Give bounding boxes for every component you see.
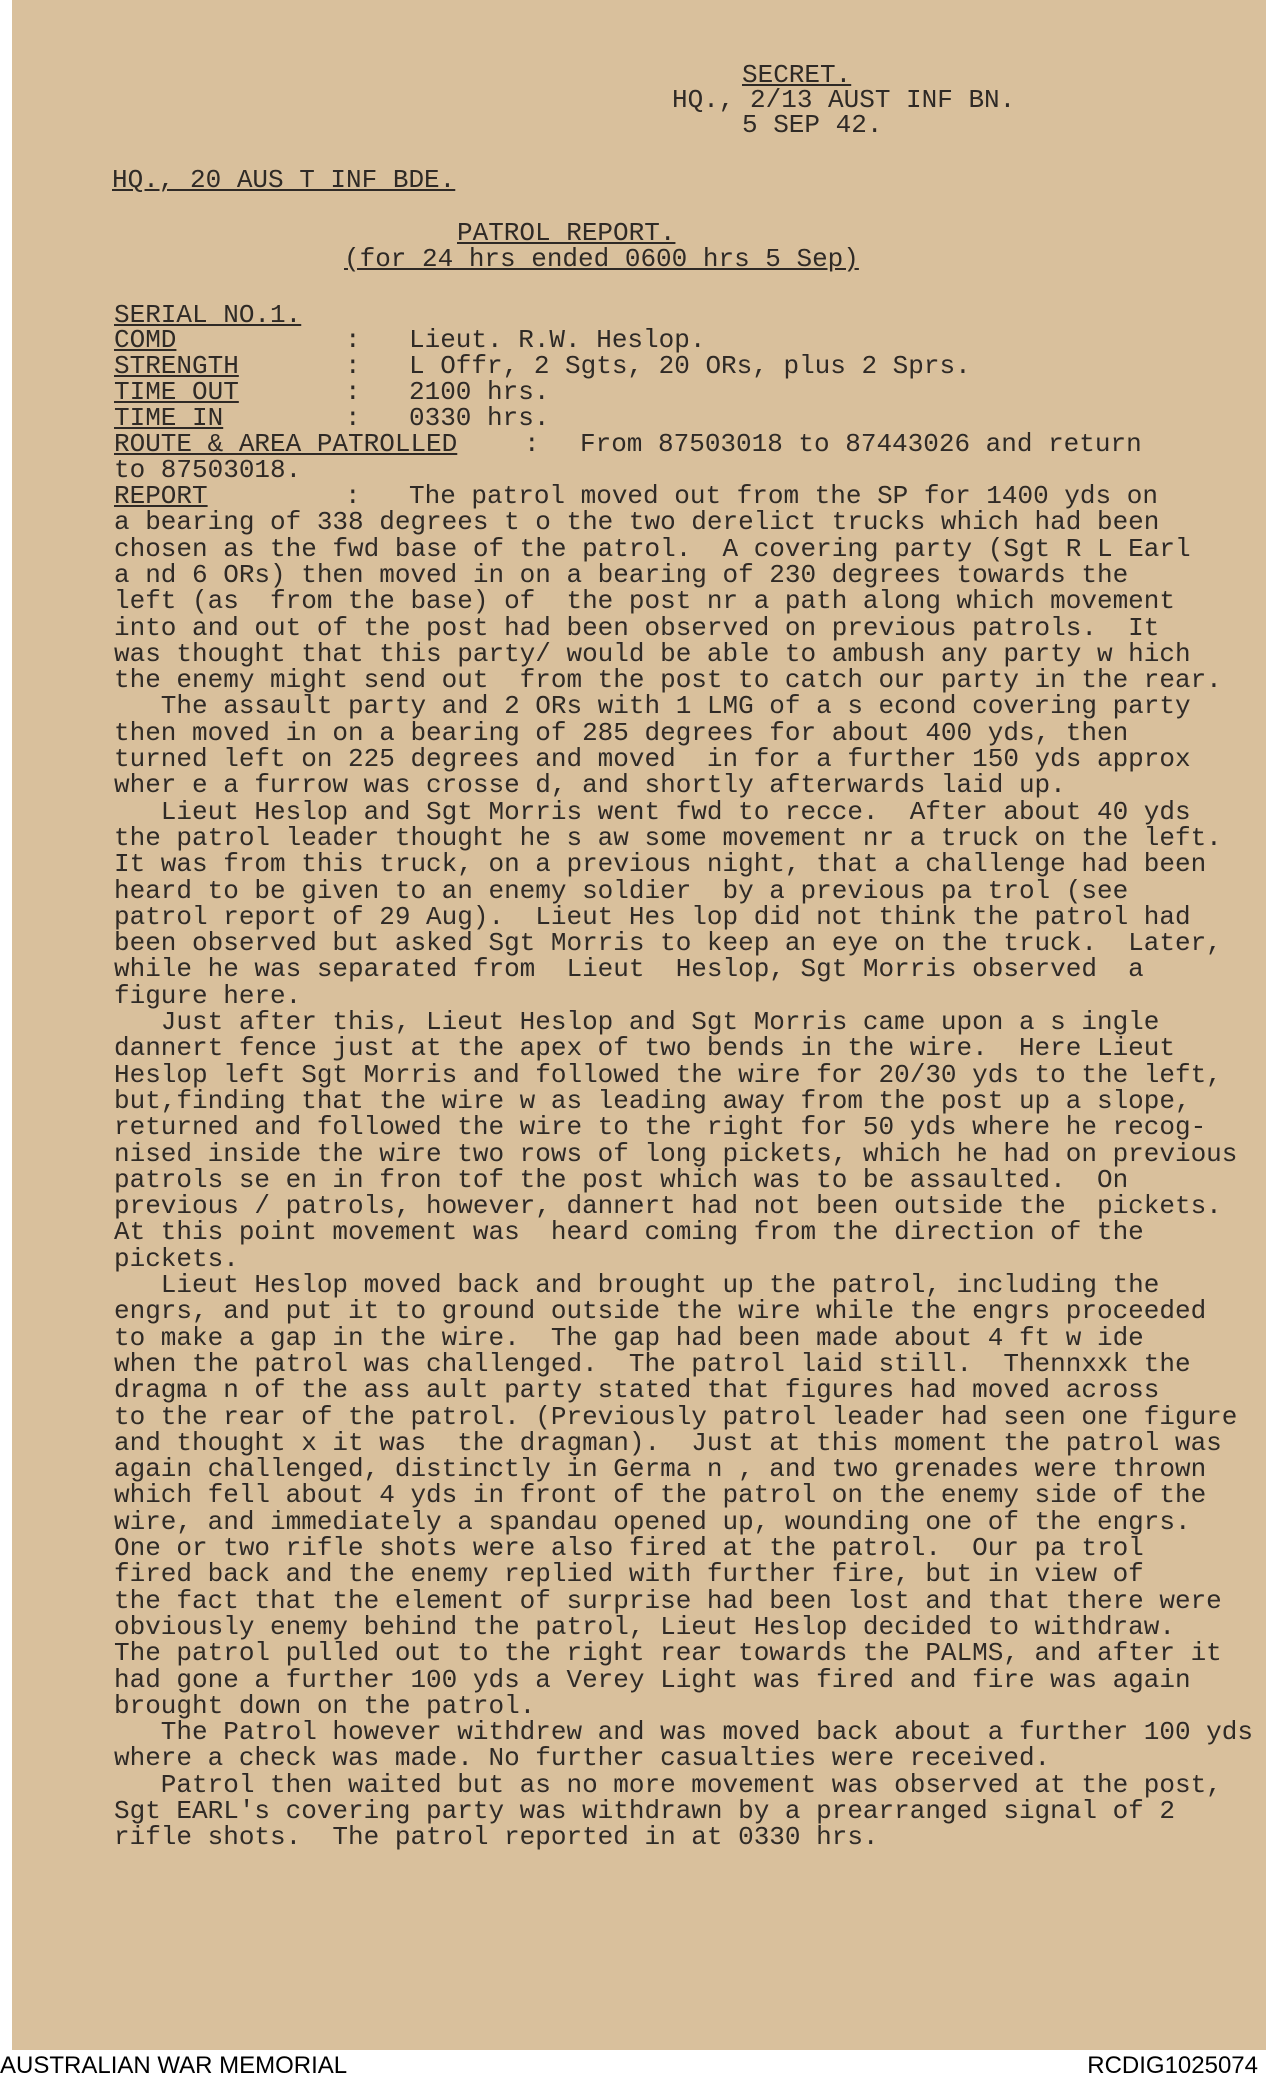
- report-line: brought down on the patrol.: [114, 1690, 536, 1721]
- report-line: previous / patrols, however, dannert had not been outside the pickets.: [114, 1191, 1222, 1222]
- time-in-value: 0330 hrs.: [409, 403, 550, 433]
- report-line: but,finding that the wire w as leading away from the post up a slope,: [114, 1085, 1191, 1116]
- report-line: was thought that this party/ would be able to ambush any party w hich: [114, 638, 1191, 669]
- time-in-colon: :: [345, 403, 361, 433]
- report-line: The patrol pulled out to the right rear towards the PALMS, and after it: [114, 1638, 1222, 1669]
- from-line: HQ., 2/13 AUST INF BN.: [672, 85, 1016, 115]
- serial-label: SERIAL NO.1.: [114, 300, 302, 330]
- report-line: wher e a furrow was crosse d, and shortly afterwards laid up.: [114, 770, 1066, 801]
- footer-institution: AUSTRALIAN WAR MEMORIAL: [0, 2052, 348, 2079]
- report-line: chosen as the fwd base of the patrol. A covering party (Sgt R L Earl: [114, 533, 1191, 564]
- report-line: dragma n of the ass ault party stated that figures had moved across: [114, 1375, 1160, 1406]
- report-line: engrs, and put it to ground outside the wire while the engrs proceeded: [114, 1296, 1207, 1327]
- report-line: heard to be given to an enemy soldier by a previous pa trol (see: [114, 875, 1129, 906]
- strength-label: STRENGTH: [114, 351, 239, 381]
- comd-value: Lieut. R.W. Heslop.: [409, 325, 706, 355]
- comd-label: COMD: [114, 325, 177, 355]
- addressee: HQ., 20 AUS T INF BDE.: [112, 165, 456, 195]
- report-line: The assault party and 2 ORs with 1 LMG of a s econd covering party: [114, 691, 1191, 722]
- report-line: a nd 6 ORs) then moved in on a bearing of 230 degrees towards the: [114, 559, 1129, 590]
- report-line: the patrol leader thought he s aw some movement nr a truck on the left.: [114, 822, 1222, 853]
- report-line: Lieut Heslop and Sgt Morris went fwd to recce. After about 40 yds: [114, 796, 1191, 827]
- route-label: ROUTE & AREA PATROLLED: [114, 429, 458, 459]
- document-sheet: [12, 0, 1266, 2050]
- report-line: pickets.: [114, 1243, 239, 1274]
- report-line: Sgt EARL's covering party was withdrawn by a prearranged signal of 2: [114, 1796, 1175, 1826]
- report-line: been observed but asked Sgt Morris to keep an eye on the truck. Later,: [114, 928, 1222, 959]
- report-line: and thought x it was the dragman). Just at this moment the patrol was: [114, 1427, 1222, 1458]
- strength-value: L Offr, 2 Sgts, 20 ORs, plus 2 Sprs.: [409, 351, 971, 381]
- report-line: patrol report of 29 Aug). Lieut Hes lop did not think the patrol had: [114, 901, 1191, 932]
- report-line: then moved in on a bearing of 285 degrees for about 400 yds, then: [114, 717, 1129, 748]
- report-line: fired back and the enemy replied with further fire, but in view of: [114, 1559, 1144, 1590]
- time-in-label: TIME IN: [114, 403, 224, 433]
- report-line: nised inside the wire two rows of long pickets, which he had on previous: [114, 1138, 1238, 1169]
- report-line: into and out of the post had been observed on previous patrols. It: [114, 612, 1160, 643]
- report-line: It was from this truck, on a previous night, that a challenge had been: [114, 849, 1207, 880]
- strength-colon: :: [345, 351, 361, 381]
- report-line: while he was separated from Lieut Heslop, Sgt Morris observed a: [114, 954, 1144, 985]
- report-line: to the rear of the patrol. (Previously patrol leader had seen one figure: [114, 1401, 1238, 1432]
- report-line: again challenged, distinctly in Germa n , and two grenades were thrown: [114, 1454, 1207, 1485]
- report-line: where a check was made. No further casualties were received.: [114, 1743, 1051, 1774]
- report-subtitle: (for 24 hrs ended 0600 hrs 5 Sep): [344, 244, 859, 274]
- time-out-colon: :: [345, 377, 361, 407]
- report-line: dannert fence just at the apex of two bends in the wire. Here Lieut: [114, 1033, 1175, 1064]
- report-line: turned left on 225 degrees and moved in for a further 150 yds approx: [114, 744, 1191, 774]
- report-label: REPORT: [114, 481, 208, 511]
- report-line: Heslop left Sgt Morris and followed the wire for 20/30 yds to the left,: [114, 1059, 1222, 1090]
- report-line: One or two rifle shots were also fired at the patrol. Our pa trol: [114, 1533, 1144, 1563]
- report-title: PATROL REPORT.: [457, 218, 676, 248]
- report-colon: :: [345, 481, 361, 511]
- report-line: The patrol moved out from the SP for 1400 yds on: [409, 481, 1158, 511]
- route-colon: :: [524, 429, 540, 459]
- report-line: Lieut Heslop moved back and brought up the patrol, including the: [114, 1270, 1160, 1300]
- report-line: The Patrol however withdrew and was moved back about a further 100 yds: [114, 1717, 1253, 1748]
- report-line: obviously enemy behind the patrol, Lieut Heslop decided to withdraw.: [114, 1611, 1175, 1642]
- report-line: Patrol then waited but as no more movement was observed at the post,: [114, 1769, 1222, 1800]
- time-out-label: TIME OUT: [114, 377, 239, 407]
- report-line: figure here.: [114, 980, 302, 1011]
- report-line: the enemy might send out from the post to catch our party in the rear.: [114, 665, 1222, 696]
- report-line: which fell about 4 yds in front of the patrol on the enemy side of the: [114, 1480, 1207, 1511]
- report-line: to make a gap in the wire. The gap had been made about 4 ft w ide: [114, 1322, 1144, 1353]
- time-out-value: 2100 hrs.: [409, 377, 550, 407]
- route-value: From 87503018 to 87443026 and return: [580, 429, 1142, 459]
- report-line: patrols se en in fron tof the post which was to be assaulted. On: [114, 1164, 1129, 1195]
- report-line: the fact that the element of surprise had been lost and that there were: [114, 1585, 1222, 1616]
- report-line: returned and followed the wire to the right for 50 yds where he recog-: [114, 1112, 1207, 1143]
- comd-colon: :: [345, 325, 361, 355]
- report-line: Just after this, Lieut Heslop and Sgt Morris came upon a s ingle: [114, 1007, 1160, 1037]
- report-line: wire, and immediately a spandau opened up, wounding one of the engrs.: [114, 1506, 1191, 1537]
- report-line: a bearing of 338 degrees t o the two derelict trucks which had been: [114, 507, 1160, 538]
- report-line: had gone a further 100 yds a Verey Light was fired and fire was again: [114, 1664, 1191, 1695]
- classification: SECRET.: [742, 60, 852, 90]
- route-value-cont: to 87503018.: [114, 455, 302, 485]
- report-line: rifle shots. The patrol reported in at 0330 hrs.: [114, 1822, 879, 1853]
- report-line: At this point movement was heard coming from the direction of the: [114, 1217, 1144, 1248]
- report-line: when the patrol was challenged. The patrol laid still. Thennxxk the: [114, 1348, 1191, 1379]
- document-date: 5 SEP 42.: [742, 110, 883, 140]
- report-line: left (as from the base) of the post nr a path along which movement: [114, 586, 1175, 617]
- footer: [0, 2052, 1266, 2082]
- footer-reference: RCDIG1025074: [1087, 2052, 1258, 2079]
